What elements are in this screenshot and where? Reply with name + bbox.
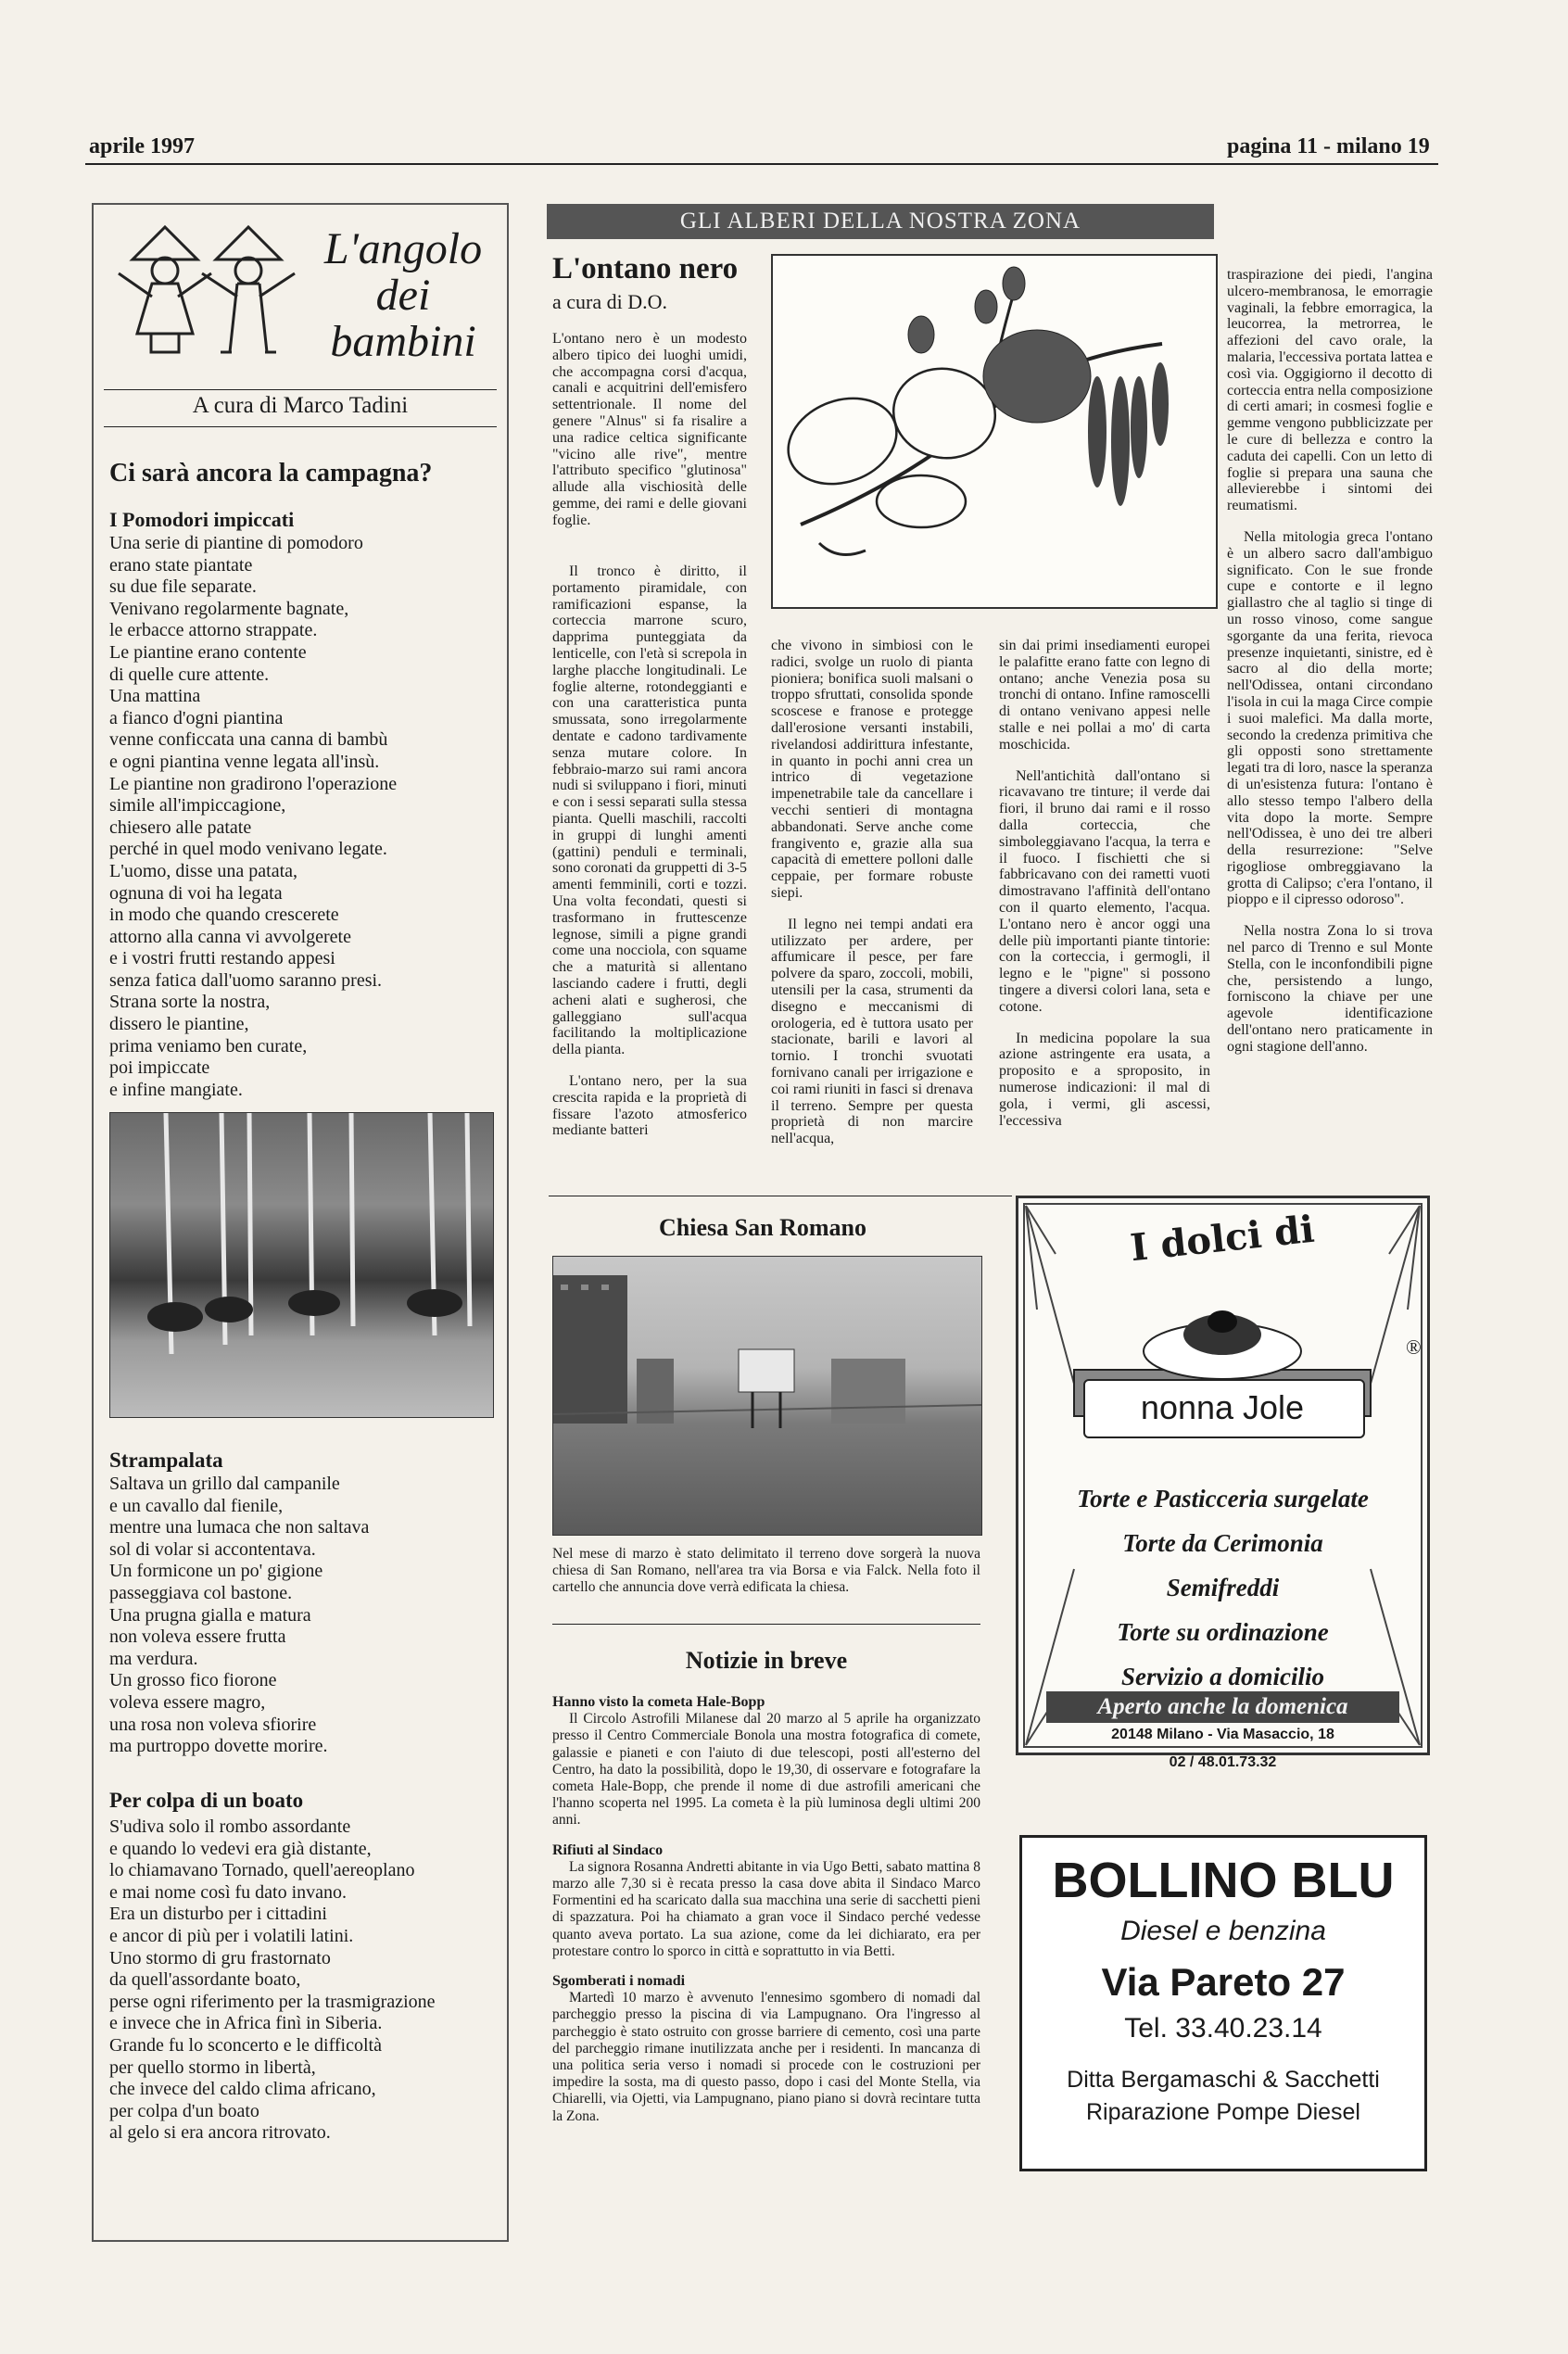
- alberi-col3-p2: Nell'antichità dall'ontano si ricavavano tre tinture; il verde dai fiori, il bruno dai rami e il rosso dalla corteccia, che simboleggiavano l'acqua, la terra e il fuoco. I fischietti che si fabbricavano con dei rametti vuoti dimostravano l'affinità dell'ontano con il quarto elemento, l'acqua. L'ontano nero è ancor oggi una delle più importanti piante tintorie: con la corteccia, i germogli, il legno e le "pigne" si possono tingere a diversi colori lana, seta e cotone.: [999, 767, 1210, 1015]
- page-number: pagina 11 - milano 19: [1227, 134, 1430, 158]
- poem3-line: e invece che in Africa finì in Siberia.: [109, 2013, 383, 2034]
- poem2-line: mentre una lumaca che non saltava: [109, 1517, 370, 1538]
- poem2-line: Un formicone un po' gigione: [109, 1561, 323, 1582]
- alberi-col4-p3: Nella nostra Zona lo si trova nel parco di Trenno e sul Monte Stella, con le inconfondibili pigne che, persistendo a lungo, forniscono la chiave per une agevole identificazione dell'ontano nero praticamente in ogni stagione dell'anno.: [1227, 923, 1433, 1055]
- angolo-title: [306, 226, 500, 365]
- news-1-body: Il Circolo Astrofili Milanese dal 20 marzo al 5 aprile ha organizzato presso il Centro Commerciale Bonola una mostra fotografica di comete, galassie e pianeti e con l'aiuto di due telescopi, posti all'esterno del Centro, ha dato la possibilità, dopo le 19,30, di osservare e fotografare la cometa Hale-Bopp, che prende il nome di due astrofili americani che l'hanno scoperta nel 1995. La cometa è la più luminosa degli ultimi 200 anni.: [552, 1711, 980, 1829]
- ad-dolci-ribbon-text: nonna Jole: [1140, 1388, 1305, 1426]
- poem1-line: dissero le piantine,: [109, 1014, 249, 1035]
- poem1-line: Una serie di piantine di pomodoro: [109, 533, 363, 553]
- ad-bollino-service: Riparazione Pompe Diesel: [1086, 2099, 1360, 2125]
- angolo-rule-1: [104, 389, 497, 390]
- poem1-line: le erbacce attorno strappate.: [109, 620, 318, 641]
- poem1-line: erano state piantate: [109, 554, 253, 576]
- ad-dolci: [1016, 1196, 1430, 1755]
- poem3-line: al gelo si era ancora ritrovato.: [109, 2122, 331, 2144]
- poem1-line: e i vostri frutti restando appesi: [109, 948, 335, 969]
- alberi-col2-p1: che vivono in simbiosi con le radici, svolge un ruolo di pianta pioniera; bonifica suoli malsani o troppo sfruttati, consolida sponde scoscese e franose e protegge dall'erosione versanti instabili, rivelandosi addirittura infestante, in quanto in pochi anni crea un intrico di vegetazione impenetrabile tale da cancellare i vecchi sentieri di montagna abbandonati. Serve anche come frangivento e, grazie alla sua capacità di emettere polloni dalle ceppaie, per formare robuste siepi.: [771, 638, 973, 901]
- alberi-col3-p1: sin dai primi insediamenti europei le palafitte erano fatte con legno di ontano; anche Venezia posa su tronchi di ontano. Infine ramoscelli di ontano venivano appesi nelle stalle e nei pollai a mo' di carta moschicida.: [999, 638, 1210, 753]
- poem3-line: e mai nome così fu dato invano.: [109, 1881, 348, 1903]
- issue-date: aprile 1997: [89, 134, 195, 158]
- poem2-body: [109, 1474, 499, 1758]
- poem2-line: una rosa non voleva sfiorire: [109, 1714, 317, 1735]
- ad-bollino-company: Ditta Bergamaschi & Sacchetti: [1067, 2067, 1380, 2093]
- ad-dolci-lines: [1018, 1476, 1427, 1699]
- poem3-line: perse ogni riferimento per la trasmigrazione: [109, 1991, 436, 2012]
- news-3-body: Martedì 10 marzo è avvenuto l'ennesimo sgombero di nomadi dal parcheggio presso la piscina di via Lampugnano. Ora l'ingresso al parcheggio è stato ostruito con grosse barriere di cemento, così una parte del parcheggio rimane inutilizzata anche per i residenti. In mancanza di una politica seria verso i nomadi si procede con le costruzioni per impedire la sosta, ma di questo passo, dopo i casi del Monte Stella, via Chiarelli, via Ojetti, via Lampugnano, piano piano si dovrà recintare tutta la Zona.: [552, 1990, 980, 2124]
- poem3-line: che invece del caldo clima africano,: [109, 2079, 376, 2100]
- poem3-line: per colpa d'un boato: [109, 2100, 259, 2121]
- poem3-line: per quello stormo in libertà,: [109, 2057, 316, 2078]
- chiesa-bottom-rule: [552, 1624, 980, 1625]
- ad-bollino-tel: Tel. 33.40.23.14: [1124, 2013, 1322, 2044]
- ad-dolci-address: 20148 Milano - Via Masaccio, 18: [1111, 1727, 1334, 1742]
- children-logo: [109, 213, 304, 361]
- chiesa-caption: Nel mese di marzo è stato delimitato il terreno dove sorgerà la nuova chiesa di San Romano, nell'area tra via Borsa e via Falck. Nella foto il cartello che annuncia dove verrà edificata la chiesa.: [552, 1546, 980, 1595]
- poem2-line: passeggiava col bastone.: [109, 1582, 293, 1603]
- poem1-line: di quelle cure attente.: [109, 664, 270, 685]
- ad-bollino-title: BOLLINO BLU: [1052, 1853, 1395, 1908]
- poem2-line: ma purtroppo dovette morire.: [109, 1736, 328, 1757]
- poem1-line: Le piantine non gradirono l'operazione: [109, 773, 398, 794]
- tomato-plants-photo: [109, 1112, 494, 1418]
- poem1-line: Strana sorte la nostra,: [109, 992, 271, 1013]
- angolo-title-line-2: dei: [375, 271, 431, 320]
- poem1-line: su due file separate.: [109, 576, 257, 598]
- poem1-line: simile all'impiccagione,: [109, 795, 286, 816]
- alberi-col2: [771, 623, 973, 1162]
- poem1-line: ognuna di voi ha legata: [109, 882, 283, 904]
- poem1-body: [109, 533, 499, 1101]
- ad-dolci-line-1: Torte e Pasticceria surgelate: [1077, 1485, 1369, 1512]
- angolo-headline: Ci sarà ancora la campagna?: [109, 459, 433, 487]
- alberi-col3: [999, 623, 1210, 1144]
- ad-dolci-line-3: Semifreddi: [1166, 1574, 1280, 1601]
- angolo-rule-2: [104, 426, 497, 427]
- news-1-head: Hanno visto la cometa Hale-Bopp: [552, 1694, 765, 1710]
- poem3-line: S'udiva solo il rombo assordante: [109, 1816, 351, 1837]
- chiesa-title: Chiesa San Romano: [659, 1214, 866, 1241]
- poem1-line: Venivano regolarmente bagnate,: [109, 598, 349, 619]
- angolo-title-line-1: L'angolo: [323, 224, 483, 273]
- poem1-line: perché in quel modo venivano legate.: [109, 839, 387, 860]
- poem3-line: da quell'assordante boato,: [109, 1969, 301, 1991]
- news-3-head: Sgomberati i nomadi: [552, 1973, 686, 1990]
- poem1-line: venne conficcata una canna di bambù: [109, 729, 388, 751]
- angolo-byline: A cura di Marco Tadini: [192, 393, 409, 418]
- poem1-line: Una mattina: [109, 686, 201, 707]
- poem2-line: Una prugna gialla e matura: [109, 1604, 311, 1626]
- ad-dolci-line-2: Torte da Cerimonia: [1122, 1529, 1323, 1557]
- ad-dolci-top: I dolci di: [1128, 1207, 1317, 1271]
- alberi-col1-bottom: [552, 549, 747, 1154]
- angolo-title-line-3: bambini: [330, 317, 476, 366]
- notizie-body: [552, 1694, 980, 2125]
- poem3-line: Era un disturbo per i cittadini: [109, 1904, 327, 1925]
- poem2-line: Saltava un grillo dal campanile: [109, 1474, 340, 1494]
- ad-bollino-sub: Diesel e benzina: [1120, 1916, 1326, 1946]
- poem1-line: L'uomo, disse una patata,: [109, 860, 297, 881]
- alberi-title: L'ontano nero: [552, 252, 739, 285]
- poem1-line: in modo che quando crescerete: [109, 905, 339, 926]
- news-2-body: La signora Rosanna Andretti abitante in via Ugo Betti, sabato mattina 8 marzo alle 7,30 si è recata presso la casa dove abita il Sindaco Marco Formentini ed ha scaricato dalla sua macchina una serie di sacchetti pieni di spazzatura. Poi ha chiamato a gran voce il Sindaco perché vedesse quanto aveva portato. La sua azione, come da lei dichiarato, era per protestare contro lo sporco in città e soprattutto in via Betti.: [552, 1858, 980, 1959]
- poem2-line: Un grosso fico fiorone: [109, 1670, 277, 1691]
- alberi-col3-p3: In medicina popolare la sua azione astringente era usata, a proposito e a sproposito, in numerose indicazioni: il mal di gola, i vermi, gli ascessi, l'eccessiva: [999, 1030, 1210, 1129]
- poem3-line: lo chiamavano Tornado, quell'aereoplano: [109, 1860, 415, 1881]
- poem1-line: poi impiccate: [109, 1057, 210, 1079]
- poem2-line: ma verdura.: [109, 1648, 198, 1669]
- alberi-col1-top: L'ontano nero è un modesto albero tipico dei luoghi umidi, che accompagna corsi d'acqua, canali e acquitrini dell'emisfero settentrionale. Il nome del genere "Alnus" si fa risalire a una radice celtica significante "vicino alle rive", mentre l'attributo specifico "glutinosa" allude alla vischiosità delle gemme, dei rami e delle giovani foglie.: [552, 331, 747, 528]
- ad-dolci-banner: Aperto anche la domenica: [1046, 1691, 1399, 1723]
- ad-dolci-phone: 02 / 48.01.73.32: [1169, 1754, 1277, 1770]
- poem1-line: prima veniamo ben curate,: [109, 1035, 308, 1057]
- poem2-line: sol di volar si accontentava.: [109, 1538, 316, 1560]
- alberi-col4-p1: traspirazione dei piedi, l'angina ulcero-membranosa, le emorragie vaginali, la febbre emorragica, la leucorrea, la metrorrea, le affezioni del cavo orale, la malaria, l'eccessiva portata lattea e così via. Oggigiorno il decotto di corteccia entra nella composizione di certi amari; in cosmesi foglie e gemme vengono pubblicizzate per le cure di bellezza e contro la caduta dei capelli. Con un letto di foglie si prepara una sauna che allevierebbe i sintomi dei reumatismi.: [1227, 267, 1433, 514]
- poem2-line: e un cavallo dal fienile,: [109, 1495, 284, 1516]
- alberi-col1-p3: L'ontano nero, per la sua crescita rapida e la proprietà di fissare l'azoto atmosferico mediante batteri: [552, 1072, 747, 1139]
- poem1-line: e ogni piantina venne legata all'insù.: [109, 751, 380, 772]
- poem1-line: chiesero alle patate: [109, 816, 252, 838]
- alberi-col1-p2: Il tronco è diritto, il portamento piramidale, con ramificazioni espanse, la corteccia marrone scuro, dapprima punteggiata da lenticelle, con l'età si screpola in larghe placche longitudinali. Le foglie alterne, rotondeggianti e con una caratteristica punta smussata, sono irregolarmente dentate e cadono tardivamente senza mutare colore. In febbraio-marzo sui rami ancora nudi si sviluppano i fiori, minuti e con i sessi separati sulla stessa pianta. Quelli maschili, raccolti in gruppi di lunghi amenti (gattini) penduli e terminali, sono coronati da gruppetti di 3-5 amenti femminili, corti e tozzi. Una volta fecondati, questi si trasformano in fruttescenze legnose, simili a pigne grandi come una nocciola, con squame che a maturità si allentano lasciando cadere i frutti, degli acheni alati e sugherosi, che galleggiano sull'acqua facilitando la moltiplicazione della pianta.: [552, 563, 747, 1058]
- poem3-line: e ancor di più per i volatili latini.: [109, 1925, 354, 1946]
- poem3-line: Grande fu lo sconcerto e le difficoltà: [109, 2034, 382, 2056]
- poem3-line: e quando lo vedevi era già distante,: [109, 1838, 372, 1859]
- ad-dolci-line-4: Torte su ordinazione: [1117, 1618, 1329, 1646]
- poem1-line: senza fatica dall'uomo saranno presi.: [109, 969, 383, 991]
- notizie-title: Notizie in breve: [685, 1647, 848, 1674]
- alberi-col4: [1227, 252, 1433, 1070]
- poem1-line: attorno alla canna vi avvolgerete: [109, 926, 351, 947]
- poem2-line: non voleva essere frutta: [109, 1626, 286, 1648]
- registered-mark: ®: [1406, 1335, 1422, 1359]
- church-site-photo: [552, 1256, 982, 1536]
- alberi-col4-p2: Nella mitologia greca l'ontano è un albero sacro dall'ambiguo significato. Con le sue fronde cupe e contorte e il legno giallastro che al taglio si tinge di un rosso vinoso, come sangue sgorgante da una ferita, rievoca presenze inquietanti, sinistre, ed è sacro al dio della morte; nell'Odissea, ontani circondano l'isola in cui la maga Circe compie i suoi malefici. Ma dalla morte, secondo la credenza primitiva che gli opposti sono strettamente legati tra di loro, nasce la speranza di un'esistenza futura: l'ontano è allo stesso tempo l'albero della vita dopo la morte. Sempre nell'Odissea, è uno dei tre alberi della resurrezione: "Selve rigogliose ombreggiavano la grotta di Calipso; c'era l'ontano, il pioppo e il cipresso odoroso".: [1227, 528, 1433, 908]
- poem3-body: [109, 1816, 508, 2145]
- alberi-col2-p2: Il legno nei tempi andati era utilizzato per ardere, per affumicare il pesce, per fare polvere da sparo, zoccoli, mobili, utensili per la casa, strumenti da disegno e meccanismi di orologeria, ed è tuttora usato per stacionate, barili e lavori al tornio. I tronchi svuotati fornivano canali per irrigazione e coi rami riuniti in fasci si drenava il terreno. Sempre per questa proprietà di non marcire nell'acqua,: [771, 916, 973, 1147]
- alberi-byline: a cura di D.O.: [552, 290, 668, 313]
- poem3-line: Uno stormo di gru frastornato: [109, 1947, 331, 1968]
- poem1-line: a fianco d'ogni piantina: [109, 707, 284, 728]
- header-rule: [85, 163, 1438, 165]
- alder-illustration: [771, 254, 1218, 609]
- poem1-line: e infine mangiate.: [109, 1079, 243, 1100]
- alberi-banner: GLI ALBERI DELLA NOSTRA ZONA: [547, 204, 1214, 239]
- news-2-head: Rifiuti al Sindaco: [552, 1841, 664, 1858]
- ad-bollino-street: Via Pareto 27: [1101, 1960, 1346, 2004]
- ad-dolci-line-5: Servizio a domicilio: [1121, 1663, 1324, 1690]
- poem3-title: Per colpa di un boato: [109, 1789, 304, 1812]
- poem1-title: I Pomodori impiccati: [109, 508, 295, 531]
- poem2-line: voleva essere magro,: [109, 1691, 266, 1713]
- poem1-line: Le piantine erano contente: [109, 641, 307, 663]
- poem2-title: Strampalata: [109, 1449, 223, 1472]
